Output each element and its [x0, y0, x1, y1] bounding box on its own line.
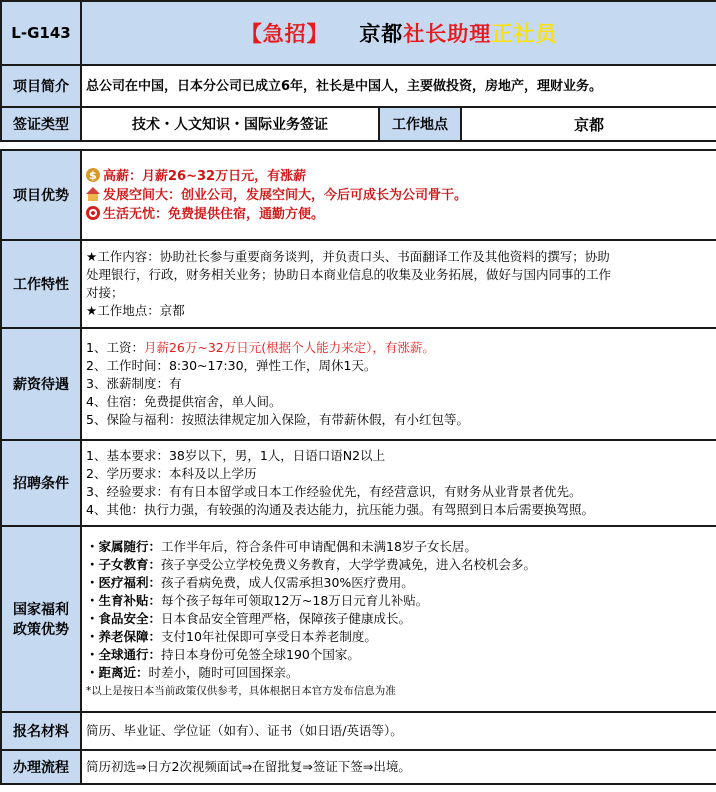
target-icon [86, 206, 100, 220]
visa-value: 技术・人文知识・国际业务签证 [81, 107, 379, 141]
house-icon [86, 187, 100, 201]
process-text: 简历初选⇒日方2次视频面试⇒在留批复⇒签证下签⇒出境。 [81, 750, 716, 784]
salary-label: 薪资待遇 [1, 328, 81, 440]
materials-label: 报名材料 [1, 712, 81, 750]
project-summary-text: 总公司在中国，日本分公司已成立6年，社长是中国人，主要做投资，房地产，理财业务。 [81, 65, 716, 107]
advantages-label: 项目优势 [1, 150, 81, 240]
welfare-item: ・医疗福利：孩子看病免费，成人仅需承担30%医疗费用。 [86, 575, 414, 590]
advantages-list [81, 150, 716, 240]
welfare-item: ・家属随行：工作半年后，符合条件可申请配偶和未满18岁子女长居。 [86, 539, 477, 554]
welfare-item: ・全球通行：持日本身份可免签全球190个国家。 [86, 647, 360, 662]
job-features-text: ★工作内容：协助社长参与重要商务谈判，并负责口头、书面翻译工作及其他资料的撰写；协助 处理银行，行政，财务相关业务；协助日本商业信息的收集及业务拓展，做好与国内同事的工作 对接； ★工作地点：京都 [81, 240, 716, 328]
project-summary-label: 项目简介 [1, 65, 81, 107]
job-features-label: 工作特性 [1, 240, 81, 328]
details-table [0, 149, 716, 785]
welfare-label: 国家福利 政策优势 [1, 526, 81, 712]
salary-text: 1、工资：月薪26万~32万日元(根据个人能力来定），有涨薪。 2、工作时间：8:30~17:30，弹性工作，周休1天。 3、涨薪制度：有 4、住宿：免费提供宿舍，单人间。 5、保险与福利：按照法律规定加入保险，有带薪休假，有小红包等。 [81, 328, 716, 440]
advantage-item: 生活无忧：免费提供住宿，通勤方便。 [86, 205, 712, 224]
welfare-item: ・子女教育：孩子享受公立学校免费义务教育，大学学费减免，进入名校机会多。 [86, 557, 537, 572]
materials-text: 简历、毕业证、学位证（如有）、证书（如日语/英语等）。 [81, 712, 716, 750]
location-label: 工作地点 [379, 107, 461, 141]
welfare-item: ・距离近：时差小，随时可回国探亲。 [86, 665, 299, 680]
welfare-note: *以上是按日本当前政策仅供参考，具体根据日本官方发布信息为准 [86, 685, 396, 697]
advantage-item: 发展空间大：创业公司，发展空间大，今后可成长为公司骨干。 [86, 186, 712, 205]
title-bracket: 【急招】 [240, 22, 329, 46]
page-title [81, 1, 716, 65]
process-label: 办理流程 [1, 750, 81, 784]
requirements-text: 1、基本要求：38岁以下，男，1人，日语口语N2以上 2、学历要求：本科及以上学历 3、经验要求：有有日本留学或日本工作经验优先，有经营意识，有财务从业背景者优先。 4、其他：执行力强，有较强的沟通及表达能力，抗压能力强。有驾照到日本后需要换驾照。 [81, 440, 716, 526]
header-table [0, 0, 716, 142]
title-role: 社长助理 [403, 22, 492, 46]
salary-highlight: 月薪26万~32万日元(根据个人能力来定），有涨薪。 [143, 340, 435, 355]
welfare-item: ・生育补贴：每个孩子每年可领取12万~18万日元育儿补贴。 [86, 593, 429, 608]
advantage-item: $高薪：月薪26~32万日元，有涨薪 [86, 167, 712, 186]
visa-label: 签证类型 [1, 107, 81, 141]
title-city: 京都 [359, 22, 404, 46]
title-status: 正社员 [491, 22, 558, 46]
location-value: 京都 [461, 107, 716, 141]
welfare-item: ・养老保障：支付10年社保即可享受日本养老制度。 [86, 629, 377, 644]
job-code: L-G143 [1, 1, 81, 65]
welfare-item: ・食品安全：日本食品安全管理严格，保障孩子健康成长。 [86, 611, 412, 626]
welfare-list [81, 526, 716, 712]
money-bag-icon [86, 168, 100, 182]
requirements-label: 招聘条件 [1, 440, 81, 526]
